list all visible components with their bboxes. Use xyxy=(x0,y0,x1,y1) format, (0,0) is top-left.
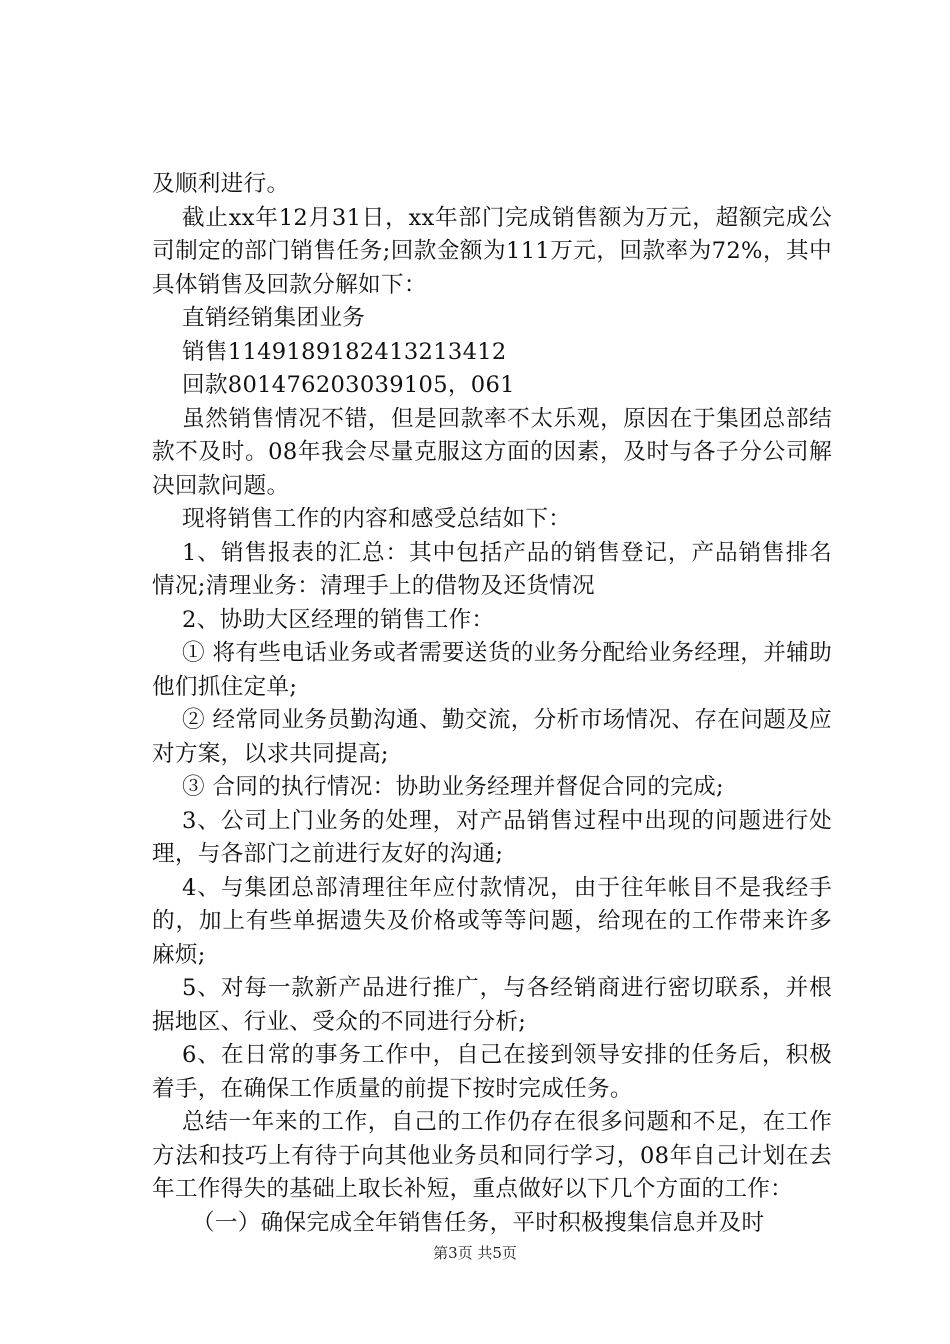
paragraph: 3、公司上门业务的处理，对产品销售过程中出现的问题进行处理，与各部门之前进行友好的沟通; xyxy=(152,807,832,867)
paragraph: 2、协助大区经理的销售工作： xyxy=(182,606,495,633)
paragraph: ① 将有些电话业务或者需要送货的业务分配给业务经理，并辅助他们抓住定单; xyxy=(152,640,832,700)
paragraph: （一）确保完成全年销售任务，平时积极搜集信息并及时 xyxy=(192,1209,765,1236)
paragraph: 1、销售报表的汇总：其中包括产品的销售登记，产品销售排名情况;清理业务：清理手上的借物及还货情况 xyxy=(152,539,832,599)
document-body xyxy=(152,168,832,1240)
paragraph: 及顺利进行。 xyxy=(152,171,290,197)
paragraph: 5、对每一款新产品进行推广，与各经销商进行密切联系，并根据地区、行业、受众的不同进行分析; xyxy=(152,975,832,1035)
paragraph: 总结一年来的工作，自己的工作仍存在很多问题和不足，在工作方法和技巧上有待于向其他业务员和同行学习，08年自己计划在去年工作得失的基础上取长补短，重点做好以下几个方面的工作： xyxy=(152,1109,832,1202)
paragraph: ③ 合同的执行情况：协助业务经理并督促合同的完成; xyxy=(182,774,724,800)
paragraph: 4、与集团总部清理往年应付款情况，由于往年帐目不是我经手的，加上有些单据遗失及价格或等等问题，给现在的工作带来许多麻烦; xyxy=(152,874,832,968)
paragraph: 截止xx年12月31日，xx年部门完成销售额为万元，超额完成公司制定的部门销售任务;回款金额为111万元，回款率为72%，其中具体销售及回款分解如下： xyxy=(152,204,832,298)
paragraph: 现将销售工作的内容和感受总结如下： xyxy=(182,506,572,532)
paragraph: 虽然销售情况不错，但是回款率不太乐观，原因在于集团总部结款不及时。08年我会尽量克服这方面的因素，及时与各子分公司解决回款问题。 xyxy=(152,405,832,499)
page-number-footer: 第3页 共5页 xyxy=(433,1244,517,1262)
paragraph: 直销经销集团业务 xyxy=(182,305,366,331)
paragraph: 6、在日常的事务工作中，自己在接到领导安排的任务后，积极着手，在确保工作质量的前提下按时完成任务。 xyxy=(152,1042,832,1102)
paragraph: 回款801476203039105，061 xyxy=(182,372,515,398)
paragraph: ② 经常同业务员勤沟通、勤交流，分析市场情况、存在问题及应对方案，以求共同提高; xyxy=(152,707,832,767)
paragraph: 销售114918918241321341​2 xyxy=(182,338,507,365)
